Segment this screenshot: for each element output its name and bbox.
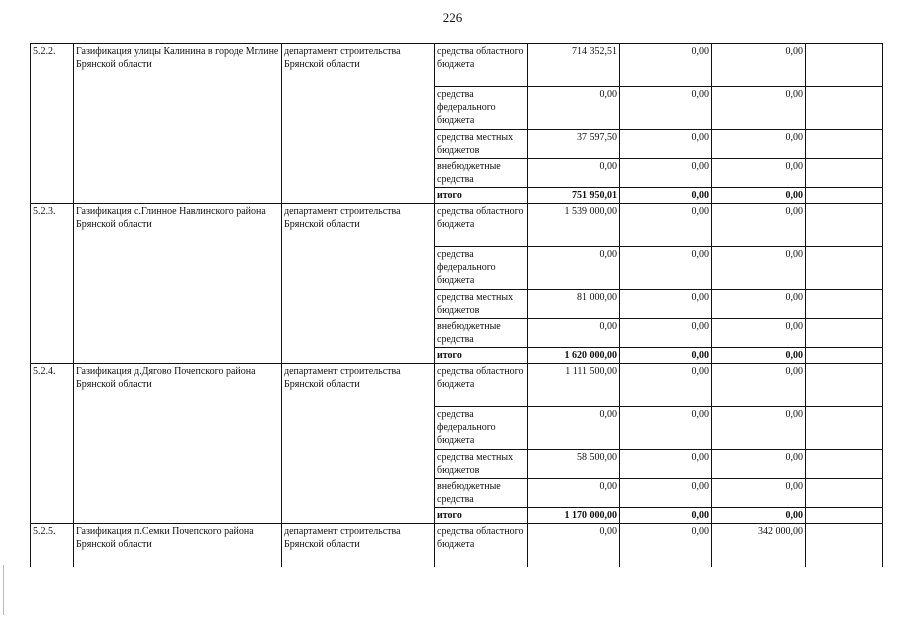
amount-cell-3: 0,00 (712, 364, 806, 407)
funding-source-cell: средства областного бюджета (435, 204, 528, 247)
amount-cell-2: 0,00 (620, 130, 712, 159)
empty-cell (806, 204, 883, 247)
amount-cell-1: 1 539 000,00 (528, 204, 620, 247)
amount-cell-1: 751 950,01 (528, 188, 620, 204)
amount-cell-3: 0,00 (712, 87, 806, 130)
funding-source-cell: средства областного бюджета (435, 44, 528, 87)
empty-cell (806, 319, 883, 348)
amount-cell-2: 0,00 (620, 407, 712, 450)
funding-source-cell: средства федерального бюджета (435, 247, 528, 290)
section-code-cell: 5.2.2. (31, 44, 74, 204)
empty-cell (806, 348, 883, 364)
empty-cell (806, 524, 883, 567)
section-name-cell: Газификация п.Семки Почепского района Брянской области (74, 524, 282, 567)
empty-cell (806, 44, 883, 87)
empty-cell (806, 450, 883, 479)
scan-margin-mark (3, 565, 4, 615)
amount-cell-2: 0,00 (620, 479, 712, 508)
funding-source-cell: итого (435, 508, 528, 524)
empty-cell (806, 407, 883, 450)
funding-source-cell: средства федерального бюджета (435, 407, 528, 450)
section-name-cell: Газификация улицы Калинина в городе Мглине Брянской области (74, 44, 282, 204)
amount-cell-1: 714 352,51 (528, 44, 620, 87)
amount-cell-2: 0,00 (620, 348, 712, 364)
amount-cell-2: 0,00 (620, 44, 712, 87)
amount-cell-2: 0,00 (620, 87, 712, 130)
empty-cell (806, 130, 883, 159)
table-row (31, 204, 883, 247)
amount-cell-3: 0,00 (712, 319, 806, 348)
amount-cell-3: 0,00 (712, 508, 806, 524)
amount-cell-1: 0,00 (528, 319, 620, 348)
amount-cell-1: 0,00 (528, 87, 620, 130)
amount-cell-2: 0,00 (620, 319, 712, 348)
amount-cell-1: 0,00 (528, 159, 620, 188)
amount-cell-1: 0,00 (528, 247, 620, 290)
funding-source-cell: средства федерального бюджета (435, 87, 528, 130)
amount-cell-1: 1 170 000,00 (528, 508, 620, 524)
amount-cell-3: 0,00 (712, 290, 806, 319)
empty-cell (806, 290, 883, 319)
section-code-cell: 5.2.4. (31, 364, 74, 524)
section-code-cell: 5.2.5. (31, 524, 74, 567)
executor-cell: департамент строительства Брянской области (282, 44, 435, 204)
funding-source-cell: средства местных бюджетов (435, 450, 528, 479)
funding-source-cell: средства местных бюджетов (435, 290, 528, 319)
executor-cell: департамент строительства Брянской области (282, 364, 435, 524)
budget-table (30, 43, 883, 567)
funding-source-cell: внебюджетные средства (435, 159, 528, 188)
amount-cell-1: 81 000,00 (528, 290, 620, 319)
amount-cell-3: 0,00 (712, 450, 806, 479)
empty-cell (806, 364, 883, 407)
empty-cell (806, 188, 883, 204)
amount-cell-3: 0,00 (712, 247, 806, 290)
amount-cell-3: 0,00 (712, 407, 806, 450)
amount-cell-2: 0,00 (620, 524, 712, 567)
amount-cell-3: 342 000,00 (712, 524, 806, 567)
table-row (31, 364, 883, 407)
amount-cell-3: 0,00 (712, 348, 806, 364)
funding-source-cell: средства местных бюджетов (435, 130, 528, 159)
amount-cell-2: 0,00 (620, 450, 712, 479)
amount-cell-2: 0,00 (620, 188, 712, 204)
table-row (31, 524, 883, 567)
amount-cell-2: 0,00 (620, 290, 712, 319)
amount-cell-1: 1 620 000,00 (528, 348, 620, 364)
amount-cell-2: 0,00 (620, 247, 712, 290)
executor-cell: департамент строительства Брянской области (282, 524, 435, 567)
executor-cell: департамент строительства Брянской области (282, 204, 435, 364)
section-name-cell: Газификация с.Глинное Навлинского района Брянской области (74, 204, 282, 364)
amount-cell-1: 0,00 (528, 407, 620, 450)
amount-cell-2: 0,00 (620, 159, 712, 188)
amount-cell-1: 0,00 (528, 524, 620, 567)
funding-source-cell: средства областного бюджета (435, 364, 528, 407)
funding-source-cell: внебюджетные средства (435, 319, 528, 348)
empty-cell (806, 87, 883, 130)
amount-cell-3: 0,00 (712, 204, 806, 247)
table-row (31, 44, 883, 87)
empty-cell (806, 247, 883, 290)
amount-cell-3: 0,00 (712, 130, 806, 159)
page-number: 226 (442, 10, 463, 25)
amount-cell-2: 0,00 (620, 204, 712, 247)
amount-cell-1: 37 597,50 (528, 130, 620, 159)
funding-source-cell: средства областного бюджета (435, 524, 528, 567)
amount-cell-1: 1 111 500,00 (528, 364, 620, 407)
amount-cell-3: 0,00 (712, 44, 806, 87)
empty-cell (806, 159, 883, 188)
amount-cell-1: 0,00 (528, 479, 620, 508)
section-code-cell: 5.2.3. (31, 204, 74, 364)
funding-source-cell: внебюджетные средства (435, 479, 528, 508)
amount-cell-3: 0,00 (712, 188, 806, 204)
funding-source-cell: итого (435, 348, 528, 364)
funding-source-cell: итого (435, 188, 528, 204)
empty-cell (806, 508, 883, 524)
section-name-cell: Газификация д.Дягово Почепского района Брянской области (74, 364, 282, 524)
amount-cell-2: 0,00 (620, 364, 712, 407)
empty-cell (806, 479, 883, 508)
amount-cell-1: 58 500,00 (528, 450, 620, 479)
amount-cell-3: 0,00 (712, 479, 806, 508)
amount-cell-3: 0,00 (712, 159, 806, 188)
amount-cell-2: 0,00 (620, 508, 712, 524)
